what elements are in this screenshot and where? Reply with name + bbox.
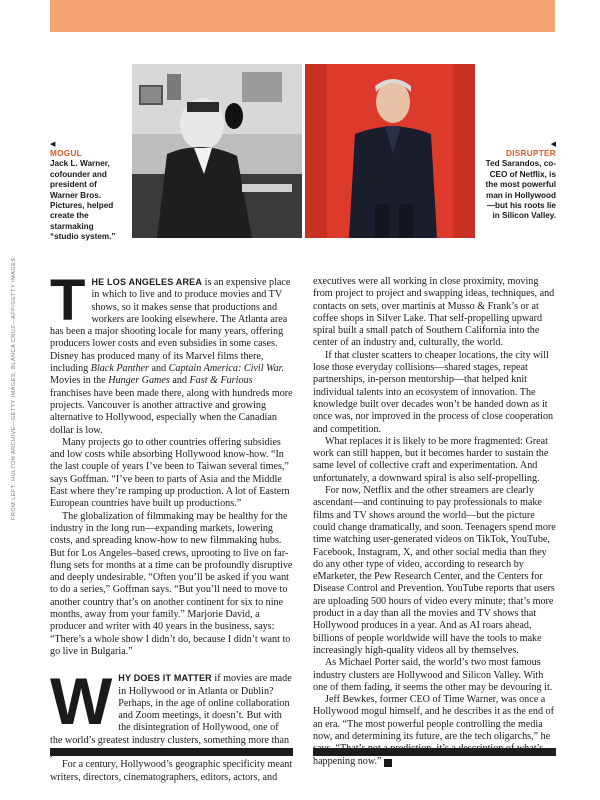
caption-text-warner: Jack L. Warner, cofounder and president of Warner Bros. Pictures, helped create the starmaking “studio system.” <box>50 159 116 242</box>
paragraph: The globalization of filmmaking may be healthy for the industry in the long run—expanding markets, lowering costs, and spreading know-how to new filmmaking hubs. But for Los Angeles–based crews, uprooting to live on far-flung sets for months at a time can be profoundly disruptive and deeply undesirable. “Often you’ll be asked if you want to do a series,” Goffman says. “But you’ll need to move to another country that’s on another continent for six to nine months, away from your family.” Marjorie David, a producer and writer with 40 years in the business, says: “There’s a whole show I didn’t do, because I didn’t want to go live in Bulgaria.” <box>50 510 293 657</box>
photo-jack-warner <box>132 64 302 238</box>
paragraph-section-2: WHY DOES IT MATTER if movies are made in Hollywood or in Atlanta or Dublin? Perhaps, in the age of online collaboration and Zoom meetings, it doesn’t. But with the disintegration of Hollywood, one of the world’s greatest industry clusters, something more than <box>50 664 292 746</box>
paragraph: What replaces it is likely to be more fragmented: Great work can still happen, but it becomes harder to sustain the same level of collective craft and experimentation. And unfortunately, a downward spiral is also self-propelling. <box>313 435 549 484</box>
drop-cap: T <box>50 268 86 333</box>
paragraph: As Michael Porter said, the world’s two most famous industry clusters are Hollywood and Silicon Valley. With one of them fading, it seems the other may be devouring it. <box>313 657 553 693</box>
caption-arrow-icon: ◀ <box>550 141 556 148</box>
photo-credit: FROM LEFT: HULTON ARCHIVE—GETTY IMAGES; BLANCA CRUZ—AFP/GETTY IMAGES <box>11 257 17 520</box>
paragraph: Many projects go to other countries offering subsidies and low costs while absorbing Hollywood know-how. “In the last couple of years I’ve been to Taiwan several times,” says Goffman. “I’ve been to parts of Asia and the Middle East where they’re ramping up production. A lot of Eastern European countries have built up productions.” <box>50 436 290 510</box>
caption-arrow-icon: ◀ <box>50 141 56 148</box>
paragraph: For now, Netflix and the other streamers are clearly ascendant—and continuing to pay professionals to make films and TV shows around the world—but the picture could change dramatically, and soon. Teenagers spend more time watching user-generated videos on TikTok, YouTube, Facebook, Instagram, X, and other social media than they do any other type of video, according to research by eMarketer, the Pew Research Center, and the Centers for Disease Control and Prevention. YouTube reports that users are uploading 500 hours of video every minute; that’s more product in a day than all the movies and TV shows that Hollywood produces in a year. And as AI roars ahead, billions of people worldwide will have the tools to make increasingly high-quality videos all by themselves. <box>313 485 556 656</box>
paragraph: If that cluster scatters to cheaper locations, the city will lose those everyday collisions—shared stages, repeat partnerships, in-person mentorship—that helped knit individual talents into an ecosystem of innovation. The knowledge built over decades won’t be handed down as it once was, nor improved in the process of close cooperation and competition. <box>313 349 554 435</box>
caption-kicker-mogul: MOGUL <box>50 149 82 158</box>
paragraph: For a century, Hollywood’s geographic specificity meant writers, directors, cinematographers, editors, actors, and <box>50 759 293 783</box>
caption-text-sarandos: Ted Sarandos, co-CEO of Netflix, is the most powerful man in Hollywood—but his roots lie in Silicon Valley. <box>485 159 556 221</box>
photo-ted-sarandos <box>305 64 475 238</box>
top-color-band <box>50 0 555 32</box>
paragraph-final: Jeff Bewkes, former CEO of Time Warner, was once a Hollywood mogul himself, and he describes it as the end of an era. “The most powerful people controlling the media now, and determining its future, are the tech oligarchs,” he happening now.” F <box>313 694 554 767</box>
sarandos-photo-illustration <box>305 64 475 238</box>
end-mark-icon: F <box>384 759 392 767</box>
bottom-rule-left <box>50 748 293 756</box>
lead-in: HY DOES IT MATTER <box>118 673 212 684</box>
article-column-left <box>50 268 293 784</box>
caption-kicker-disrupter: DISRUPTER <box>505 149 556 158</box>
paragraph-intro: THE LOS ANGELES AREA is an expensive place in which to live and to produce movies and TV shows, so it makes sense that productions and workers are looking elsewhere. The Atlanta area has been a major shooting locale for many years, offering producers lower costs and even subsidies in some cases. Disney has produced many of its Marvel films there, including Black Panther and Captain America: Civil War. Movies in the Hunger Games and Fast & Furious franchises have been made there, along with hundreds more projects. Vancouver is another attractive and growing alternative to Hollywood, especially when the Canadian dollar is low. <box>50 268 293 436</box>
lead-in: HE LOS ANGELES AREA <box>91 277 203 287</box>
bottom-rule-right <box>313 748 556 756</box>
paragraph-continued: executives were all working in close proximity, moving from project to project and swapping ideas, techniques, and contacts on sets, over martinis at Musso & Frank’s or at coffee shops in Silver Lake. That self-propelling upward spiral built a small patch of Southern California into the center of an industry and, culturally, the world. <box>313 276 555 349</box>
article-column-right <box>313 276 556 768</box>
warner-photo-illustration <box>132 64 302 238</box>
caption-left <box>50 140 124 243</box>
caption-right <box>482 140 556 222</box>
drop-cap: W <box>50 664 113 739</box>
